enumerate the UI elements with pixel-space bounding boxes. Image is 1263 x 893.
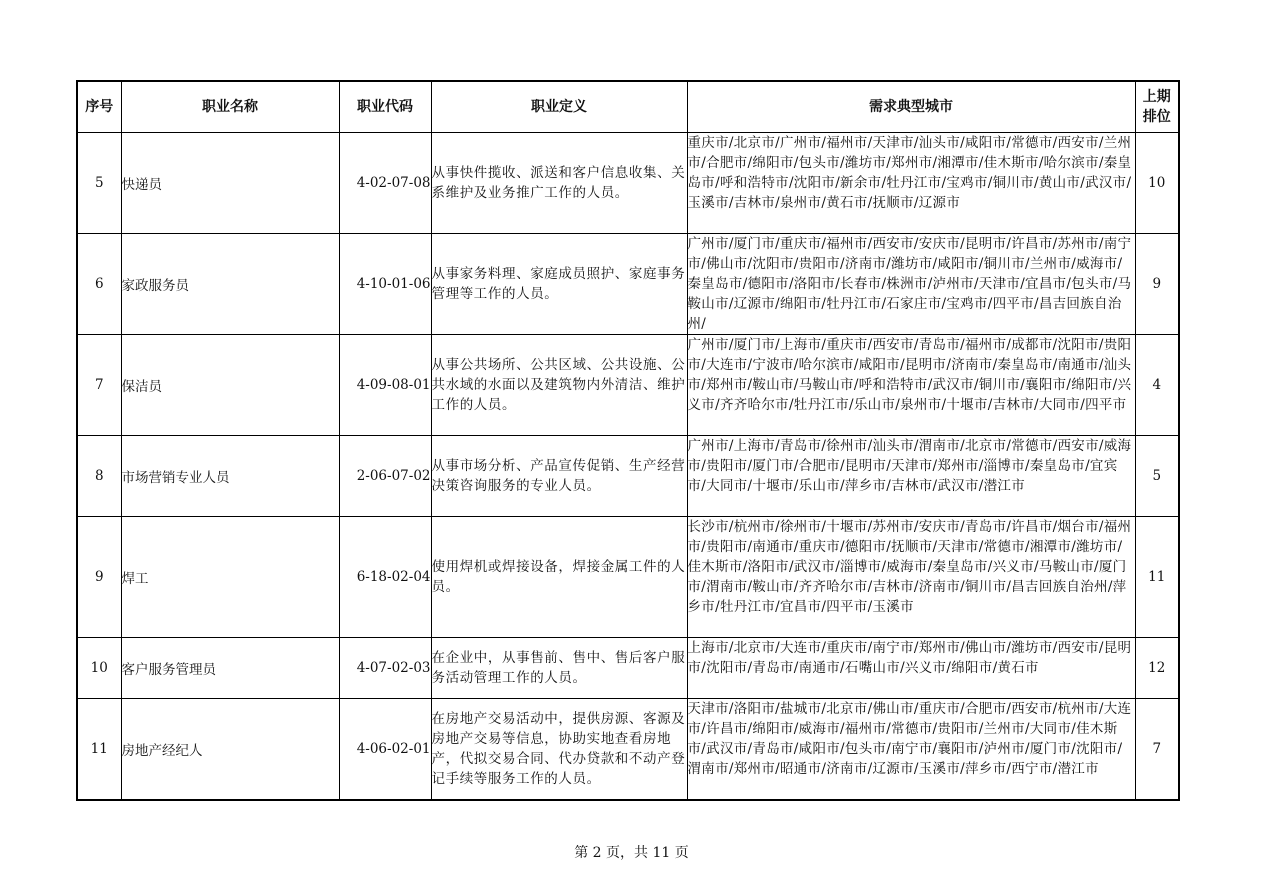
seq-cell: 10 (77, 638, 121, 699)
seq-cell: 5 (77, 133, 121, 234)
cities-cell (687, 335, 1135, 436)
prev-rank-cell: 5 (1135, 436, 1179, 517)
cities-cell (687, 133, 1135, 234)
seq-cell: 6 (77, 234, 121, 335)
header-row (77, 81, 1179, 133)
prev-rank-cell: 10 (1135, 133, 1179, 234)
header-name: 职业名称 (121, 81, 339, 133)
cities-cell (687, 436, 1135, 517)
page-footer: 第 2 页，共 11 页 (574, 845, 689, 861)
table-row (77, 638, 1179, 699)
code-cell: 4-06-02-01 (339, 699, 431, 801)
prev-rank-cell: 12 (1135, 638, 1179, 699)
code-cell: 4-10-01-06 (339, 234, 431, 335)
cities-text: 广州市/上海市/青岛市/徐州市/汕头市/渭南市/北京市/常德市/西安市/威海市/贵阳市/厦门市/合肥市/昆明市/天津市/郑州市/淄博市/秦皇岛市/宜宾市/大同市/十堰市/乐山市/萍乡市/吉林市/武汉市/潜江市 (687, 438, 1132, 494)
definition-cell: 在房地产交易活动中，提供房源、客源及房地产交易等信息，协助实地查看房地产，代拟交易合同、代办贷款和不动产登记手续等服务工作的人员。 (431, 699, 687, 801)
table-row (77, 699, 1179, 801)
cities-text: 上海市/北京市/大连市/重庆市/南宁市/郑州市/佛山市/潍坊市/西安市/昆明市/沈阳市/青岛市/南通市/石嘴山市/兴义市/绵阳市/黄石市 (687, 640, 1132, 676)
table-row (77, 234, 1179, 335)
prev-rank-cell: 4 (1135, 335, 1179, 436)
definition-cell: 从事公共场所、公共区域、公共设施、公共水域的水面以及建筑物内外清洁、维护工作的人员。 (431, 335, 687, 436)
prev-rank-cell: 9 (1135, 234, 1179, 335)
name-cell: 房地产经纪人 (121, 699, 339, 801)
cities-text: 重庆市/北京市/广州市/福州市/天津市/汕头市/咸阳市/常德市/西安市/兰州市/合肥市/绵阳市/包头市/潍坊市/郑州市/湘潭市/佳木斯市/哈尔滨市/秦皇岛市/呼和浩特市/沈阳市/新余市/牡丹江市/宝鸡市/铜川市/黄山市/武汉市/玉溪市/吉林市/泉州市/黄石市/抚顺市/辽源市 (687, 135, 1132, 211)
name-cell: 快递员 (121, 133, 339, 234)
code-cell: 6-18-02-04 (339, 517, 431, 638)
header-code: 职业代码 (339, 81, 431, 133)
definition-cell: 从事市场分析、产品宣传促销、生产经营决策咨询服务的专业人员。 (431, 436, 687, 517)
definition-cell: 在企业中，从事售前、售中、售后客户服务活动管理工作的人员。 (431, 638, 687, 699)
seq-cell: 8 (77, 436, 121, 517)
table-row (77, 436, 1179, 517)
cities-cell (687, 699, 1135, 801)
code-cell: 4-02-07-08 (339, 133, 431, 234)
header-definition: 职业定义 (431, 81, 687, 133)
definition-cell: 从事家务料理、家庭成员照护、家庭事务管理等工作的人员。 (431, 234, 687, 335)
cities-text: 长沙市/杭州市/徐州市/十堰市/苏州市/安庆市/青岛市/许昌市/烟台市/福州市/贵阳市/南通市/重庆市/德阳市/抚顺市/天津市/常德市/湘潭市/潍坊市/佳木斯市/洛阳市/武汉市/淄博市/威海市/秦皇岛市/兴义市/马鞍山市/厦门市/渭南市/鞍山市/齐齐哈尔市/吉林市/济南市/铜川市/昌吉回族自治州/萍乡市/牡丹江市/宜昌市/四平市/玉溪市 (687, 519, 1132, 615)
occupation-table (76, 80, 1180, 801)
seq-cell: 11 (77, 699, 121, 801)
name-cell: 保洁员 (121, 335, 339, 436)
header-prev-rank: 上期排位 (1135, 81, 1179, 133)
cities-text: 广州市/厦门市/上海市/重庆市/西安市/青岛市/福州市/成都市/沈阳市/贵阳市/大连市/宁波市/哈尔滨市/咸阳市/昆明市/济南市/秦皇岛市/南通市/汕头市/郑州市/鞍山市/马鞍山市/呼和浩特市/武汉市/铜川市/襄阳市/绵阳市/兴义市/齐齐哈尔市/牡丹江市/乐山市/泉州市/十堰市/吉林市/大同市/四平市 (687, 337, 1132, 413)
cities-cell (687, 517, 1135, 638)
cities-cell (687, 638, 1135, 699)
code-cell: 4-09-08-01 (339, 335, 431, 436)
definition-cell: 使用焊机或焊接设备，焊接金属工件的人员。 (431, 517, 687, 638)
prev-rank-cell: 7 (1135, 699, 1179, 801)
table-row (77, 133, 1179, 234)
header-seq: 序号 (77, 81, 121, 133)
cities-text: 天津市/洛阳市/盐城市/北京市/佛山市/重庆市/合肥市/西安市/杭州市/大连市/许昌市/绵阳市/威海市/福州市/常德市/贵阳市/兰州市/大同市/佳木斯市/武汉市/青岛市/咸阳市/包头市/南宁市/襄阳市/泸州市/厦门市/沈阳市/渭南市/郑州市/昭通市/济南市/辽源市/玉溪市/萍乡市/西宁市/潜江市 (687, 701, 1132, 777)
name-cell: 焊工 (121, 517, 339, 638)
prev-rank-cell: 11 (1135, 517, 1179, 638)
cities-cell (687, 234, 1135, 335)
cities-text: 广州市/厦门市/重庆市/福州市/西安市/安庆市/昆明市/许昌市/苏州市/南宁市/佛山市/沈阳市/贵阳市/济南市/潍坊市/咸阳市/铜川市/兰州市/威海市/秦皇岛市/德阳市/洛阳市/长春市/株洲市/泸州市/天津市/宜昌市/包头市/马鞍山市/辽源市/绵阳市/牡丹江市/石家庄市/宝鸡市/四平市/昌吉回族自治州/ (687, 236, 1132, 332)
header-cities: 需求典型城市 (687, 81, 1135, 133)
name-cell: 市场营销专业人员 (121, 436, 339, 517)
name-cell: 家政服务员 (121, 234, 339, 335)
definition-cell: 从事快件揽收、派送和客户信息收集、关系维护及业务推广工作的人员。 (431, 133, 687, 234)
seq-cell: 7 (77, 335, 121, 436)
code-cell: 4-07-02-03 (339, 638, 431, 699)
name-cell: 客户服务管理员 (121, 638, 339, 699)
code-cell: 2-06-07-02 (339, 436, 431, 517)
table-row (77, 517, 1179, 638)
table-row (77, 335, 1179, 436)
seq-cell: 9 (77, 517, 121, 638)
